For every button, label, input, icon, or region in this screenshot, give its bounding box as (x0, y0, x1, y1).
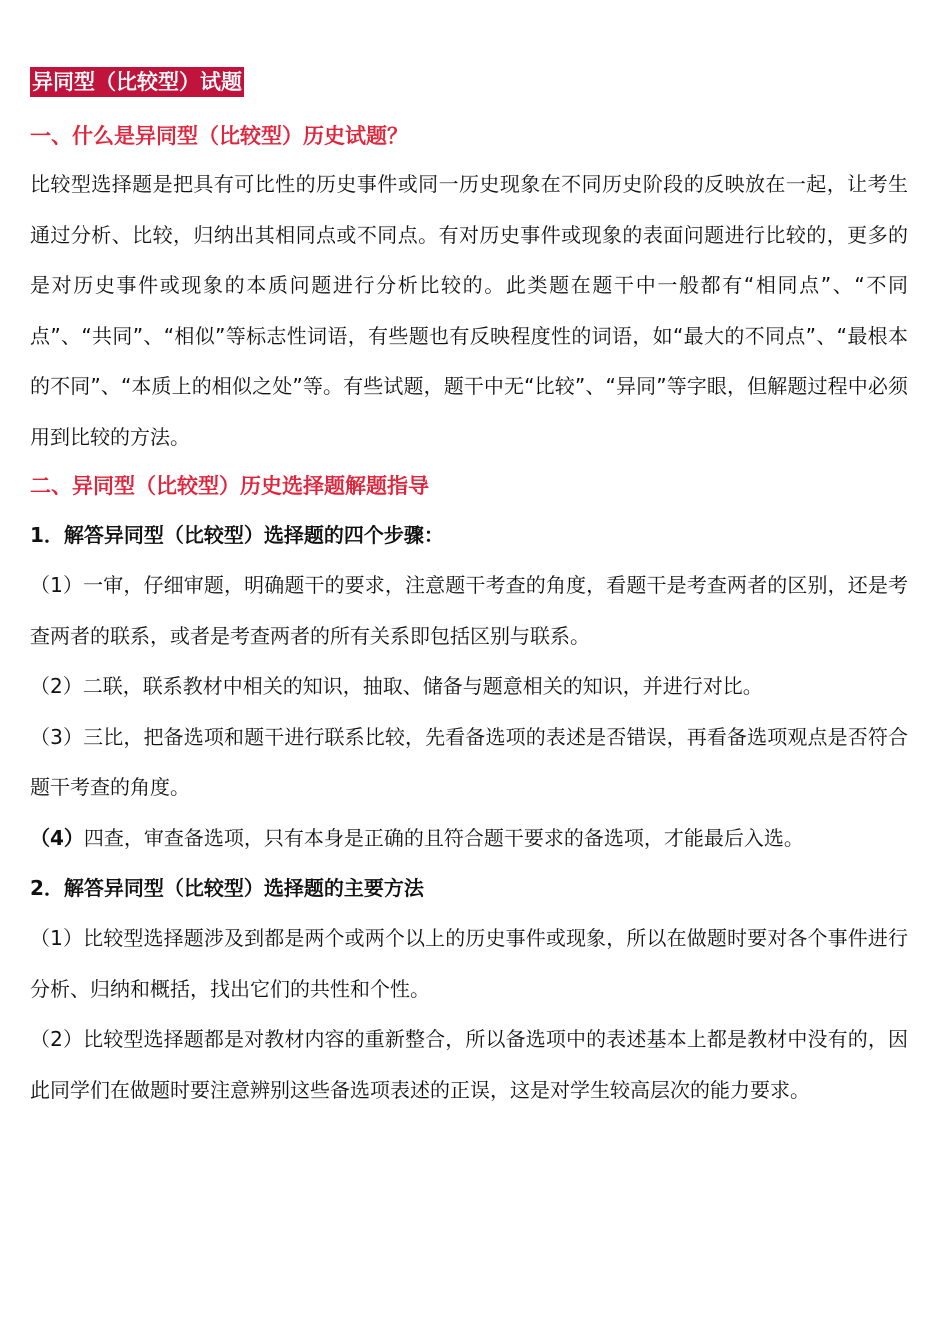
part2-item-2: （2）比较型选择题都是对教材内容的重新整合，所以备选项中的表述基本上都是教材中没有的，因此同学们在做题时要注意辨别这些备选项表述的正误，这是对学生较高层次的能力要求。 (30, 1027, 908, 1102)
part1-item-1: （1）一审，仔细审题，明确题干的要求，注意题干考查的角度，看题干是考查两者的区别，还是考查两者的联系，或者是考查两者的所有关系即包括区别与联系。 (30, 573, 908, 648)
part1-item-4 (30, 813, 908, 864)
part1-heading: 1．解答异同型（比较型）选择题的四个步骤： (30, 523, 444, 547)
section2-heading: 二、异同型（比较型）历史选择题解题指导 (30, 474, 429, 498)
banner-row (30, 67, 908, 103)
part1-item-4-text: 四查，审查备选项，只有本身是正确的且符合题干要求的备选项，才能最后入选。 (83, 825, 804, 850)
section1-heading: 一、什么是异同型（比较型）历史试题？ (30, 124, 408, 148)
section1-paragraph: 比较型选择题是把具有可比性的历史事件或同一历史现象在不同历史阶段的反映放在一起，让考生通过分析、比较，归纳出其相同点或不同点。有对历史事件或现象的表面问题进行比较的，更多的是对历史事件或现象的本质问题进行分析比较的。此类题在题干中一般都有“相同点”、“不同点”、“共同”、“相似”等标志性词语，有些题也有反映程度性的词语，如“最大的不同点”、“最根本的不同”、“本质上的相似之处”等。有些试题，题干中无“比较”、“异同”等字眼，但解题过程中必须用到比较的方法。 (30, 172, 908, 449)
banner-title: 异同型（比较型）试题 (30, 67, 244, 97)
part2-heading: 2．解答异同型（比较型）选择题的主要方法 (30, 876, 424, 900)
part2-item-1: （1）比较型选择题涉及到都是两个或两个以上的历史事件或现象，所以在做题时要对各个事件进行分析、归纳和概括，找出它们的共性和个性。 (30, 926, 908, 1001)
part1-item-3: （3）三比，把备选项和题干进行联系比较，先看备选项的表述是否错误，再看备选项观点是否符合题干考查的角度。 (30, 724, 908, 799)
part1-item-4-lead: （4） (30, 825, 84, 850)
part1-item-2: （2）二联，联系教材中相关的知识，抽取、储备与题意相关的知识，并进行对比。 (30, 674, 763, 698)
